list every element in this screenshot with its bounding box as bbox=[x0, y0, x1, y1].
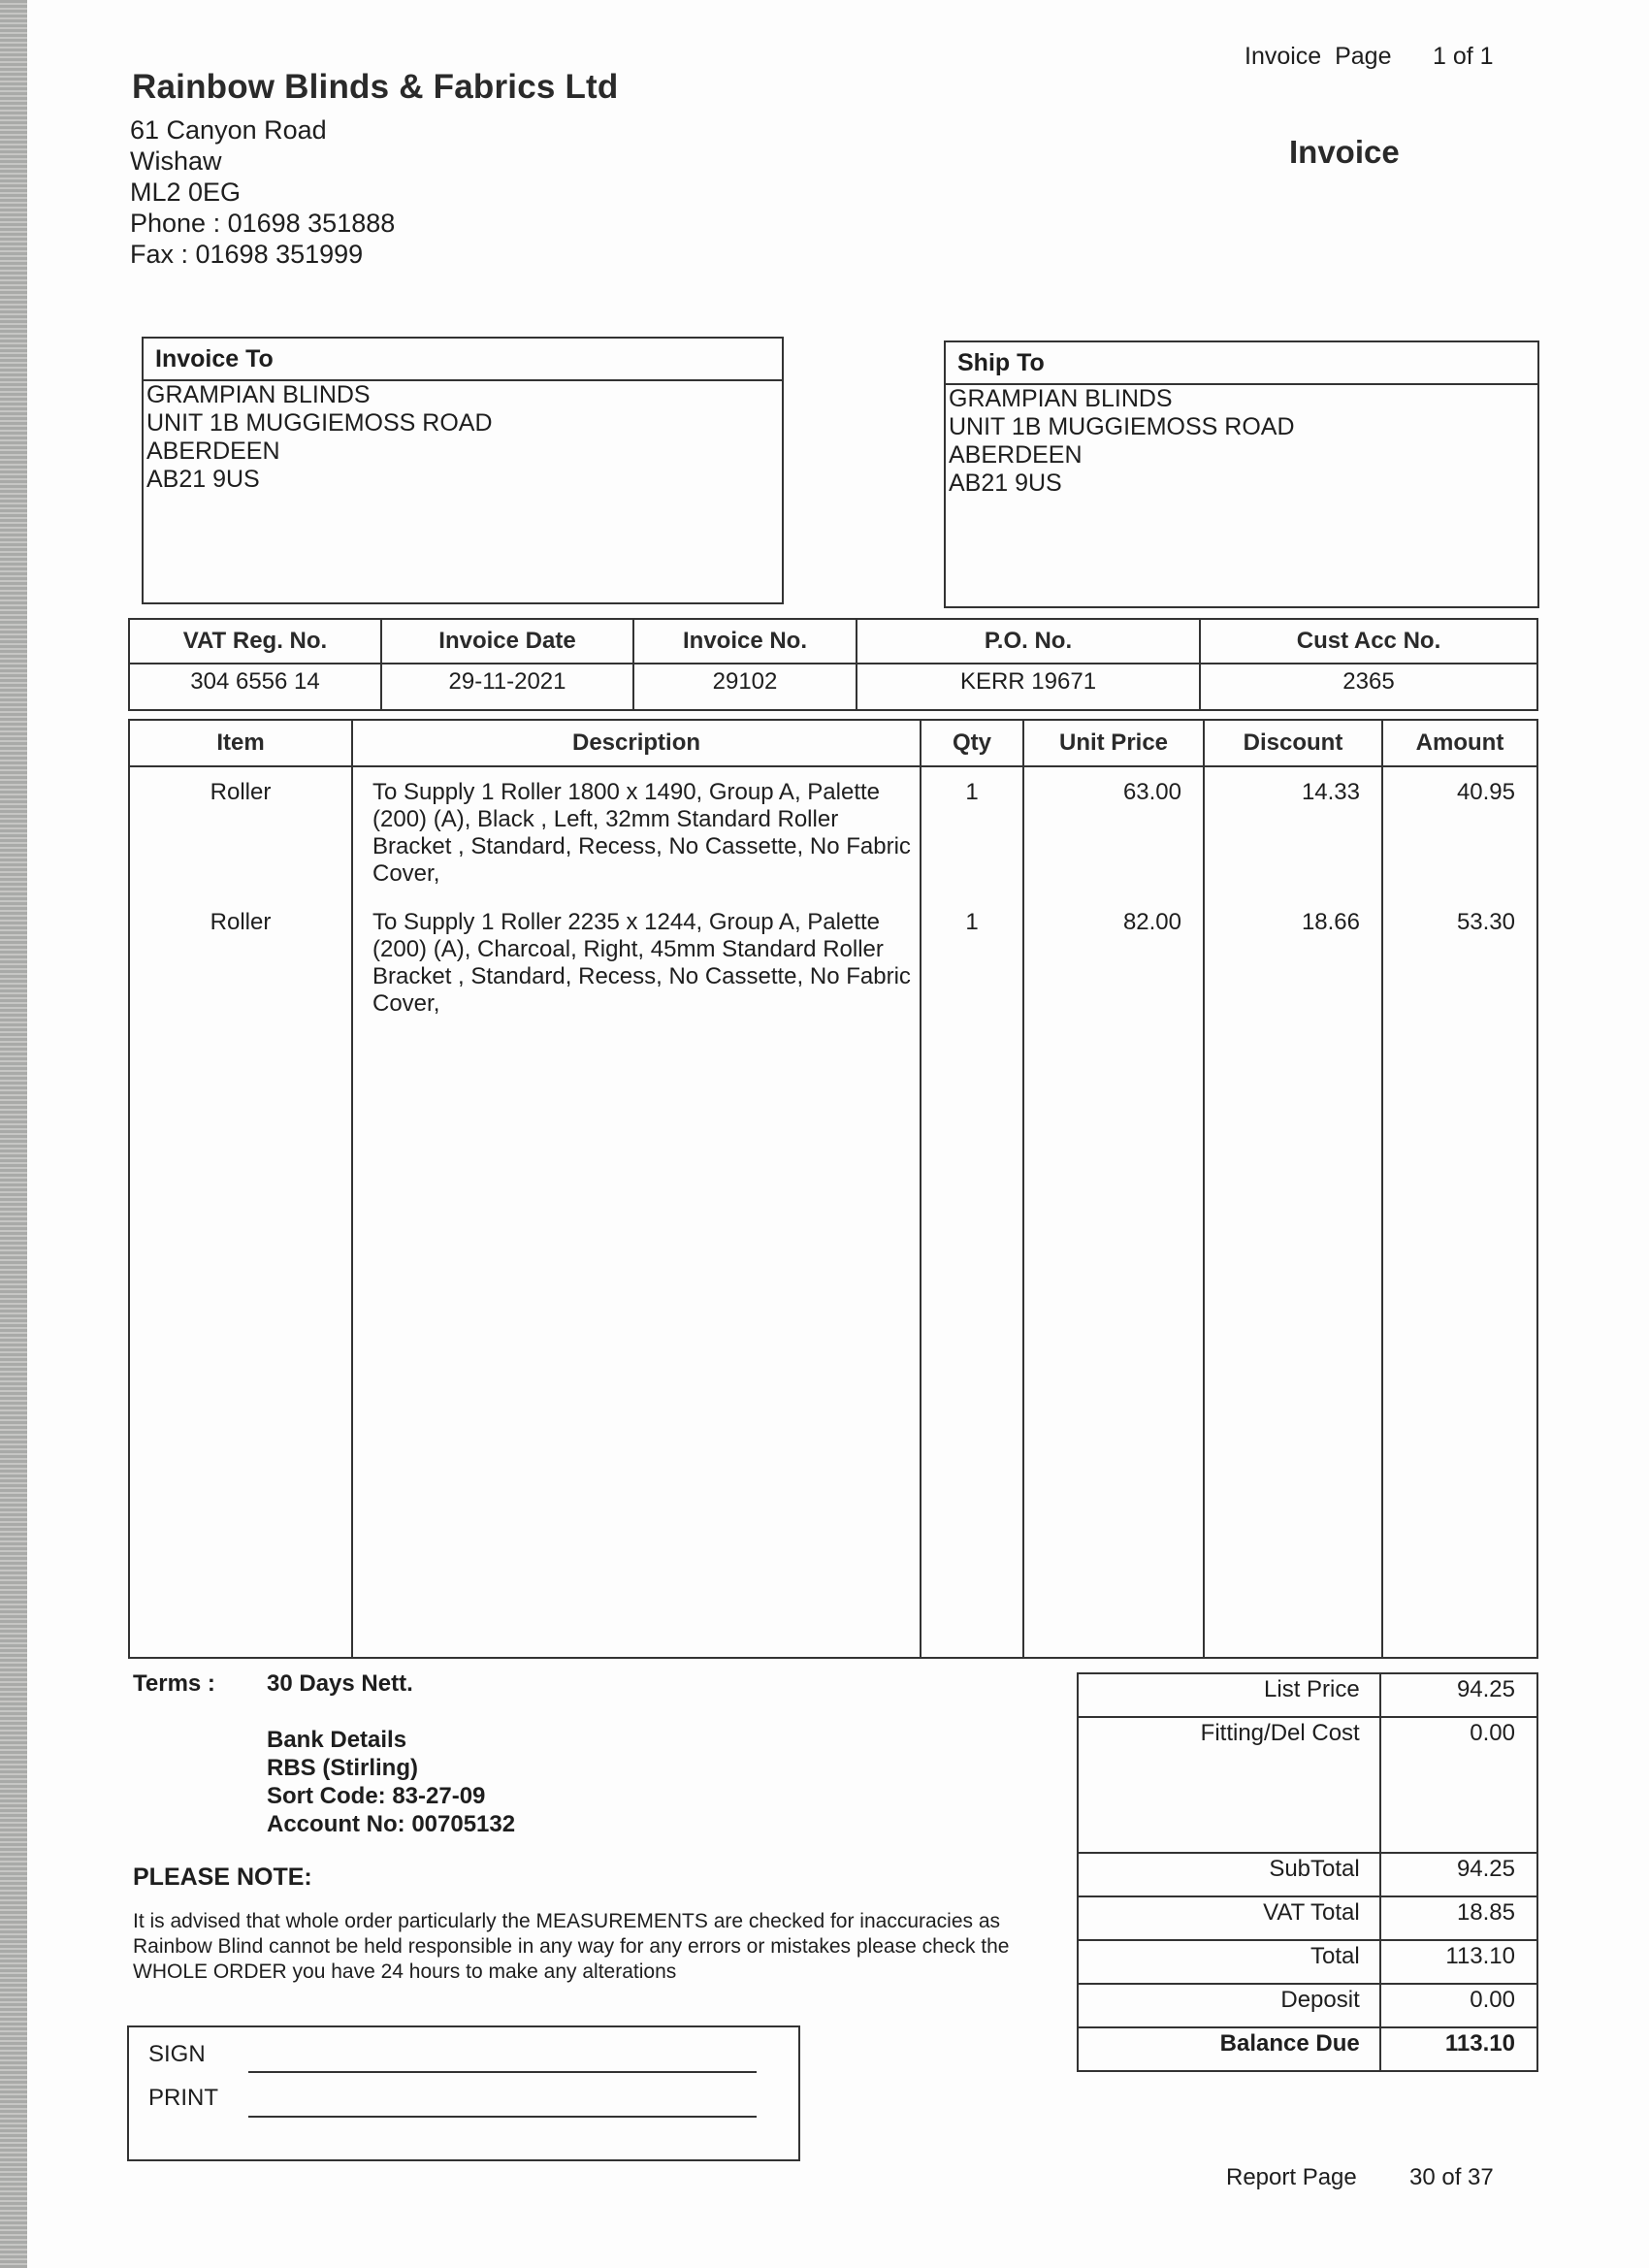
fitting-value: 0.00 bbox=[1380, 1717, 1537, 1853]
address-line: GRAMPIAN BLINDS bbox=[949, 385, 1173, 412]
ship-to-title: Ship To bbox=[946, 342, 1537, 385]
cust-acc-value: 2365 bbox=[1200, 664, 1537, 710]
sort-code: Sort Code: 83-27-09 bbox=[267, 1783, 486, 1809]
address-line: ML2 0EG bbox=[130, 178, 242, 207]
account-number: Account No: 00705132 bbox=[267, 1811, 516, 1837]
invoice-to-address bbox=[144, 381, 782, 494]
address-line: AB21 9US bbox=[146, 466, 260, 493]
document-title: Invoice bbox=[1289, 134, 1400, 170]
bank-details bbox=[267, 1726, 515, 1838]
sign-line[interactable] bbox=[248, 2071, 757, 2073]
deposit-label: Deposit bbox=[1078, 1984, 1380, 2027]
print-line[interactable] bbox=[248, 2116, 757, 2118]
fitting-row bbox=[1078, 1717, 1537, 1853]
deposit-value: 0.00 bbox=[1380, 1984, 1537, 2027]
invoice-no-value: 29102 bbox=[633, 664, 857, 710]
address-line: Wishaw bbox=[130, 146, 222, 176]
cust-acc-header: Cust Acc No. bbox=[1200, 619, 1537, 664]
line-items-table bbox=[128, 719, 1538, 1659]
table-row-description: To Supply 1 Roller 1800 x 1490, Group A, Palette (200) (A), Black , Left, 32mm Standard Roller Bracket , Standard, Recess, No Cassette, No Fabric Cover, bbox=[372, 779, 911, 887]
totals-table bbox=[1077, 1672, 1538, 2072]
total-label: Total bbox=[1078, 1940, 1380, 1984]
deposit-row bbox=[1078, 1984, 1537, 2027]
sign-label: SIGN bbox=[148, 2041, 206, 2067]
company-address bbox=[130, 114, 395, 270]
company-name: Rainbow Blinds & Fabrics Ltd bbox=[132, 68, 619, 106]
table-row-description: To Supply 1 Roller 2235 x 1244, Group A, Palette (200) (A), Charcoal, Right, 45mm Standard Roller Bracket , Standard, Recess, No Cassette, No Fabric Cover, bbox=[372, 909, 911, 1017]
list-price-label: List Price bbox=[1078, 1673, 1380, 1717]
address-line: 61 Canyon Road bbox=[130, 115, 327, 145]
address-line: ABERDEEN bbox=[146, 437, 280, 465]
table-row-amount: 53.30 bbox=[1456, 909, 1515, 935]
address-line: AB21 9US bbox=[949, 470, 1062, 497]
report-page-value: 30 of 37 bbox=[1409, 2164, 1494, 2190]
ship-to-box bbox=[944, 340, 1539, 608]
print-label: PRINT bbox=[148, 2085, 218, 2111]
table-row-discount: 18.66 bbox=[1301, 909, 1360, 935]
subtotal-label: SubTotal bbox=[1078, 1853, 1380, 1896]
vat-row bbox=[1078, 1896, 1537, 1940]
qty-header: Qty bbox=[921, 720, 1023, 766]
meta-value-row bbox=[129, 664, 1537, 710]
report-page-label: Report Page bbox=[1226, 2164, 1357, 2190]
discount-header: Discount bbox=[1204, 720, 1382, 766]
address-line: UNIT 1B MUGGIEMOSS ROAD bbox=[949, 413, 1295, 440]
balance-label: Balance Due bbox=[1078, 2027, 1380, 2071]
total-row bbox=[1078, 1940, 1537, 1984]
address-line: ABERDEEN bbox=[949, 441, 1083, 469]
subtotal-row bbox=[1078, 1853, 1537, 1896]
table-row-unit-price: 82.00 bbox=[1122, 909, 1181, 935]
table-row-item: Roller bbox=[210, 779, 272, 805]
po-no-value: KERR 19671 bbox=[857, 664, 1200, 710]
table-row-amount: 40.95 bbox=[1456, 779, 1515, 805]
po-no-header: P.O. No. bbox=[857, 619, 1200, 664]
note-text: It is advised that whole order particularly the MEASUREMENTS are checked for inaccuracies as Rainbow Blind cannot be held responsible in any way for any errors or mistakes please check the WHOLE ORDER you have 24 hours to make any alterations bbox=[133, 1910, 1010, 1983]
meta-header-row bbox=[129, 619, 1537, 664]
address-line: UNIT 1B MUGGIEMOSS ROAD bbox=[146, 409, 493, 437]
address-line: GRAMPIAN BLINDS bbox=[146, 381, 371, 408]
invoice-page-value: 1 of 1 bbox=[1433, 43, 1494, 70]
vat-value: 18.85 bbox=[1380, 1896, 1537, 1940]
items-header-row bbox=[129, 720, 1537, 766]
invoice-date-header: Invoice Date bbox=[381, 619, 633, 664]
fax-line: Fax : 01698 351999 bbox=[130, 240, 364, 269]
balance-row bbox=[1078, 2027, 1537, 2071]
item-header: Item bbox=[129, 720, 352, 766]
table-row-discount: 14.33 bbox=[1301, 779, 1360, 805]
signature-box bbox=[127, 2025, 800, 2161]
bank-name: RBS (Stirling) bbox=[267, 1755, 418, 1781]
ship-to-address bbox=[946, 385, 1537, 498]
vat-reg-header: VAT Reg. No. bbox=[129, 619, 381, 664]
invoice-page-label: Invoice Page bbox=[1245, 43, 1392, 70]
vat-label: VAT Total bbox=[1078, 1896, 1380, 1940]
unit-price-header: Unit Price bbox=[1023, 720, 1204, 766]
table-row-item: Roller bbox=[210, 909, 272, 935]
vat-reg-value: 304 6556 14 bbox=[129, 664, 381, 710]
fitting-label: Fitting/Del Cost bbox=[1078, 1717, 1380, 1853]
scan-edge bbox=[0, 0, 27, 2268]
invoice-to-box bbox=[142, 337, 784, 604]
list-price-row bbox=[1078, 1673, 1537, 1717]
table-row-unit-price: 63.00 bbox=[1122, 779, 1181, 805]
note-title: PLEASE NOTE: bbox=[133, 1863, 312, 1891]
subtotal-value: 94.25 bbox=[1380, 1853, 1537, 1896]
invoice-to-title: Invoice To bbox=[144, 339, 782, 381]
phone-line: Phone : 01698 351888 bbox=[130, 209, 396, 238]
list-price-value: 94.25 bbox=[1380, 1673, 1537, 1717]
terms-label: Terms : bbox=[133, 1670, 215, 1697]
balance-value: 113.10 bbox=[1380, 2027, 1537, 2071]
amount-header: Amount bbox=[1382, 720, 1537, 766]
invoice-date-value: 29-11-2021 bbox=[381, 664, 633, 710]
description-header: Description bbox=[352, 720, 921, 766]
items-body bbox=[129, 766, 1537, 1658]
terms-value: 30 Days Nett. bbox=[267, 1670, 413, 1697]
table-row-qty: 1 bbox=[965, 779, 979, 805]
invoice-no-header: Invoice No. bbox=[633, 619, 857, 664]
total-value: 113.10 bbox=[1380, 1940, 1537, 1984]
invoice-meta-table bbox=[128, 618, 1538, 711]
bank-details-title: Bank Details bbox=[267, 1727, 407, 1753]
table-row-qty: 1 bbox=[965, 909, 979, 935]
